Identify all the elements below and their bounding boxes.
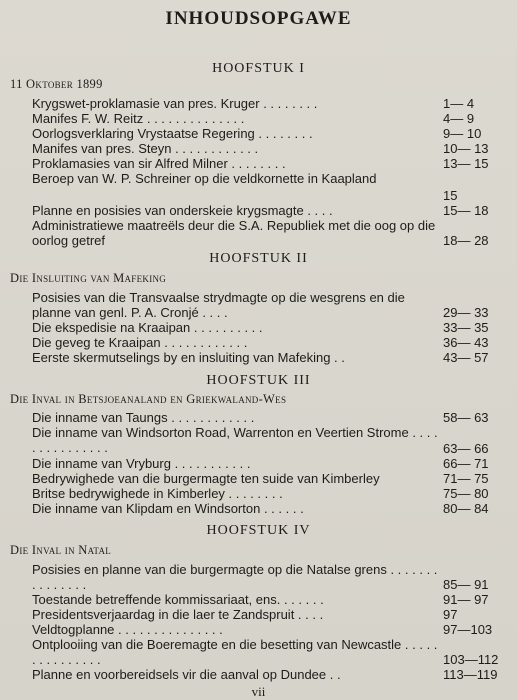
toc-entry: Die inname van Klipdam en Windsorton . . . . . . 80— 84 [32, 501, 489, 516]
chapter-heading: HOOFSTUK I [212, 61, 305, 76]
toc-entry: Eerste skermutselings by en insluiting van Mafeking . . 43— 57 [32, 350, 489, 365]
toc-entry: Toestande betreffende kommissariaat, ens. . . . . . . 91— 97 [32, 592, 489, 607]
toc-entry: Veldtogplanne . . . . . . . . . . . . . . . 97—103 [32, 622, 493, 637]
section-heading: Die Insluiting van Mafeking [10, 271, 167, 285]
chapter-heading: HOOFSTUK II [209, 251, 308, 266]
toc-entry: Administratiewe maatreëls deur die S.A. Republiek met die oog op die oorlog getref 18— 28 [32, 218, 489, 248]
chapter-heading: HOOFSTUK III [206, 373, 311, 388]
section-heading: Die Inval in Betsjoeanaland en Griekwaland-Wes [10, 392, 287, 406]
section-heading: Die Inval in Natal [10, 543, 112, 557]
toc-entry: Planne en posisies van onderskeie krygsmagte . . . . 15— 18 [32, 203, 489, 218]
chapter-heading: HOOFSTUK IV [206, 523, 311, 538]
toc-entry: Proklamasies van sir Alfred Milner . . . . . . . . 13— 15 [32, 156, 489, 171]
toc-entry: Britse bedrywighede in Kimberley . . . . . . . . 75— 80 [32, 486, 489, 501]
toc-entry: Presidentsverjaardag in die laer te Zandspruit . . . . 97 [32, 607, 458, 622]
section-heading: 11 Oktober 1899 [10, 77, 103, 91]
toc-entry: Ontplooiing van die Boeremagte en die besetting van Newcastle . . . . . . . . . . . . . . . 103—112 [32, 637, 499, 667]
toc-entry: Manifes F. W. Reitz . . . . . . . . . . . . . . 4— 9 [32, 111, 475, 126]
toc-entry: Die inname van Vryburg . . . . . . . . . . . 66— 71 [32, 456, 489, 471]
page-title: INHOUDSOPGAWE [165, 8, 352, 29]
toc-entry: Die inname van Taungs . . . . . . . . . . . . 58— 63 [32, 410, 489, 425]
toc-entry: Die ekspedisie na Kraaipan . . . . . . . . . . 33— 35 [32, 320, 489, 335]
toc-entry: Beroep van W. P. Schreiner op die veldkornette in Kaapland 15 [32, 171, 458, 203]
toc-entry: Planne en voorbereidsels vir die aanval op Dundee . . 113—119 [32, 667, 498, 682]
toc-entry: Krygswet-proklamasie van pres. Kruger . . . . . . . . 1— 4 [32, 96, 475, 111]
toc-entry: Bedrywighede van die burgermagte ten suide van Kimberley 71— 75 [32, 471, 489, 486]
toc-entry: Oorlogsverklaring Vrystaatse Regering . . . . . . . . 9— 10 [32, 126, 482, 141]
toc-entry: Posisies en planne van die burgermagte op die Natalse grens . . . . . . . . . . . . . . . 85— 91 [32, 562, 489, 592]
toc-entry: Manifes van pres. Steyn . . . . . . . . . . . . 10— 13 [32, 141, 489, 156]
toc-entry: Die geveg te Kraaipan . . . . . . . . . . . . 36— 43 [32, 335, 489, 350]
page-number: vii [251, 684, 266, 699]
toc-entry: Posisies van die Transvaalse strydmagte op die wesgrens en die planne van genl. P. A. Cronjé . . . . 29— 33 [32, 290, 489, 320]
toc-entry: Die inname van Windsorton Road, Warrenton en Veertien Strome . . . . . . . . . . . . . . . 63— 66 [32, 425, 489, 456]
